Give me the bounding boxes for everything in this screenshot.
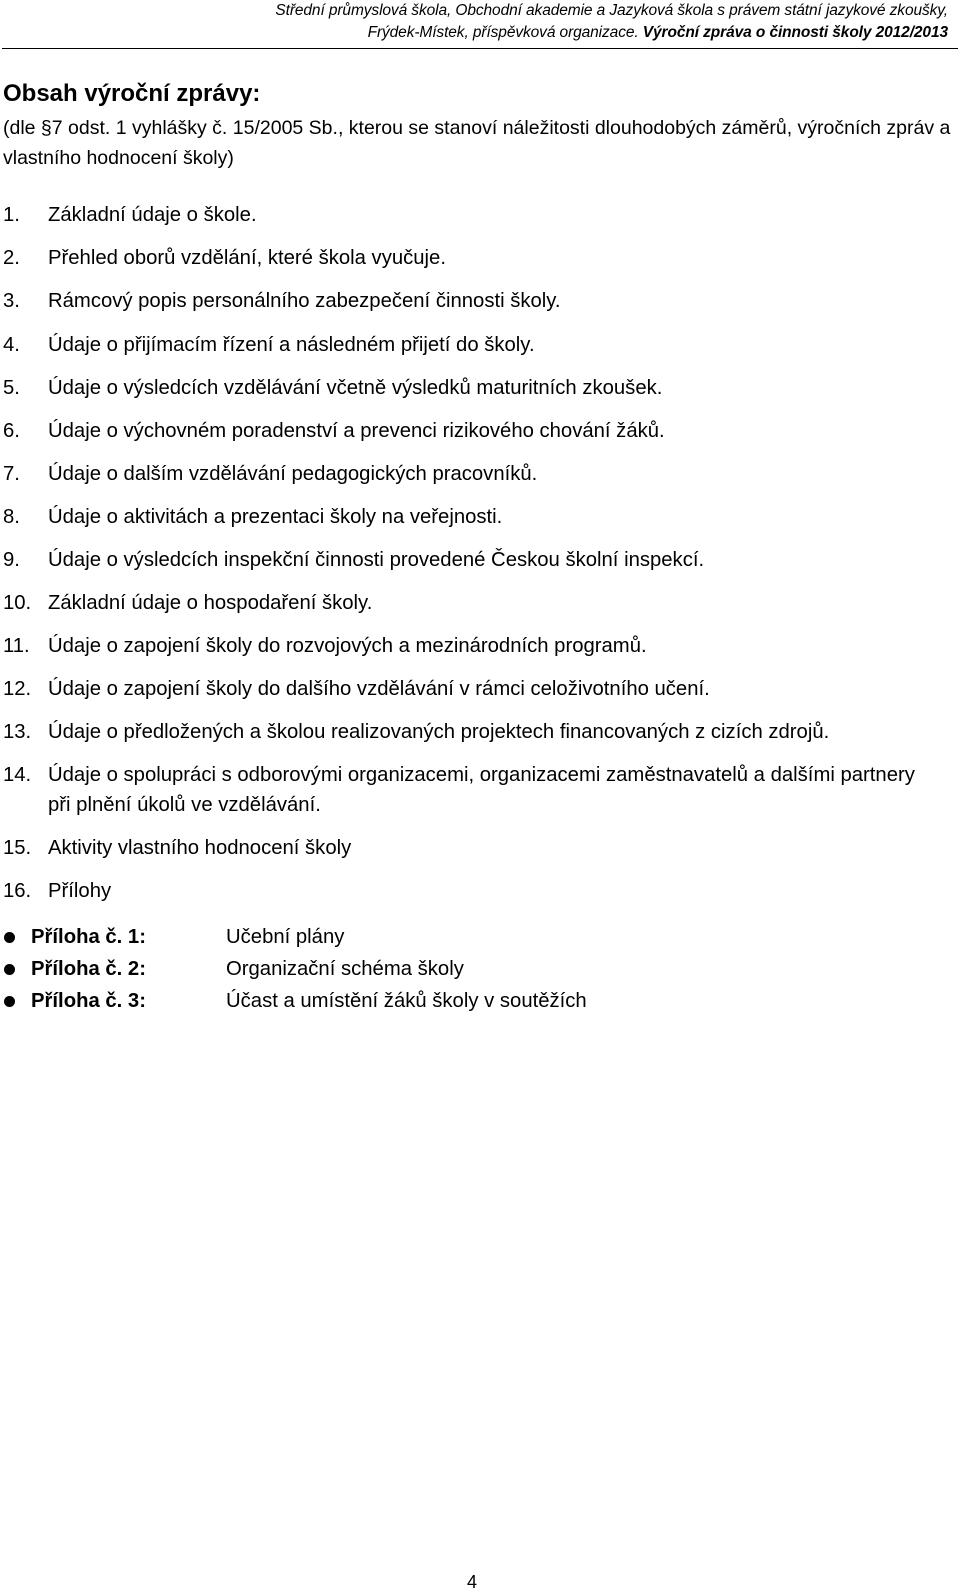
toc-item-number: 10. — [3, 592, 32, 614]
toc-item-text: Údaje o přijímacím řízení a následném přijetí do školy. — [48, 334, 535, 356]
toc-item-text: Údaje o výchovném poradenství a prevenci rizikového chování žáků. — [48, 420, 665, 442]
toc-item-number: 8. — [3, 506, 20, 528]
toc-item — [3, 588, 943, 618]
toc-item-text: Přílohy — [48, 880, 112, 902]
toc-item-text: Údaje o spolupráci s odborovými organizacemi, organizacemi zaměstnavatelů a dalšími partnery při plnění úkolů ve vzdělávání. — [48, 764, 915, 816]
toc-item-text: Údaje o výsledcích inspekční činnosti provedené Českou školní inspekcí. — [48, 549, 705, 571]
toc-item-number: 4. — [3, 334, 20, 356]
toc-item-number: 13. — [3, 721, 32, 743]
toc-item-number: 12. — [3, 678, 32, 700]
toc-item-number: 5. — [3, 377, 20, 399]
toc-item — [3, 416, 943, 446]
toc-item — [3, 330, 943, 360]
bullet-icon — [4, 996, 15, 1007]
toc-item — [3, 631, 943, 661]
toc-item — [3, 833, 943, 863]
page-title: Obsah výroční zprávy: — [3, 80, 261, 107]
toc-item — [3, 459, 943, 489]
toc-item-number: 9. — [3, 549, 20, 571]
toc-item — [3, 373, 943, 403]
toc-item-text: Údaje o zapojení školy do rozvojových a mezinárodních programů. — [48, 635, 647, 657]
toc-item-text: Aktivity vlastního hodnocení školy — [48, 837, 352, 859]
attachment-title: Učební plány — [226, 926, 345, 948]
attachment-item — [0, 921, 700, 953]
toc-item — [3, 200, 943, 230]
toc-item-number: 11. — [3, 635, 30, 657]
header-line-1: Střední průmyslová škola, Obchodní akademie a Jazyková škola s právem státní jazykové zkoušky, — [275, 2, 948, 19]
toc-item-text: Údaje o výsledcích vzdělávání včetně výsledků maturitních zkoušek. — [48, 377, 663, 399]
toc-item-number: 1. — [3, 204, 20, 226]
toc-item-number: 15. — [3, 837, 32, 859]
attachment-title: Organizační schéma školy — [226, 958, 464, 980]
toc-item-number: 3. — [3, 290, 20, 312]
toc-item-text: Údaje o zapojení školy do dalšího vzdělávání v rámci celoživotního učení. — [48, 678, 710, 700]
attachment-label: Příloha č. 3: — [31, 990, 146, 1012]
toc-item — [3, 286, 943, 316]
page-number: 4 — [466, 1572, 477, 1592]
attachment-title: Účast a umístění žáků školy v soutěžích — [226, 990, 587, 1012]
toc-item-text: Základní údaje o hospodaření školy. — [48, 592, 373, 614]
toc-item — [3, 760, 943, 820]
toc-item — [3, 243, 943, 273]
toc-item-text: Rámcový popis personálního zabezpečení činnosti školy. — [48, 290, 561, 312]
toc-item-text: Základní údaje o škole. — [48, 204, 257, 226]
toc-item — [3, 717, 943, 747]
header-report-title: Výroční zpráva o činnosti školy 2012/2013 — [642, 24, 948, 41]
toc-item-text: Údaje o aktivitách a prezentaci školy na veřejnosti. — [48, 506, 503, 528]
header-organization: Frýdek-Místek, příspěvková organizace. — [367, 24, 639, 41]
bullet-icon — [4, 932, 15, 943]
toc-item-number: 16. — [3, 880, 32, 902]
toc-item — [3, 876, 943, 906]
attachment-label: Příloha č. 1: — [31, 926, 146, 948]
toc-item — [3, 502, 943, 532]
attachment-item — [0, 985, 700, 1017]
toc-item-text: Údaje o dalším vzdělávání pedagogických pracovníků. — [48, 463, 538, 485]
toc-item-number: 7. — [3, 463, 20, 485]
toc-item-text: Údaje o předložených a školou realizovaných projektech financovaných z cizích zdrojů. — [48, 721, 830, 743]
bullet-icon — [4, 964, 15, 975]
toc-item — [3, 545, 943, 575]
attachment-item — [0, 953, 700, 985]
page-subtitle: (dle §7 odst. 1 vyhlášky č. 15/2005 Sb., kterou se stanoví náležitosti dlouhodobých záměrů, výročních zpráv a vlastního hodnocení školy) — [3, 117, 951, 169]
toc-item-number: 14. — [3, 764, 32, 786]
toc-item-number: 2. — [3, 247, 20, 269]
toc-item — [3, 674, 943, 704]
toc-item-number: 6. — [3, 420, 20, 442]
toc-item-text: Přehled oborů vzdělání, které škola vyučuje. — [48, 247, 446, 269]
attachment-label: Příloha č. 2: — [31, 958, 146, 980]
